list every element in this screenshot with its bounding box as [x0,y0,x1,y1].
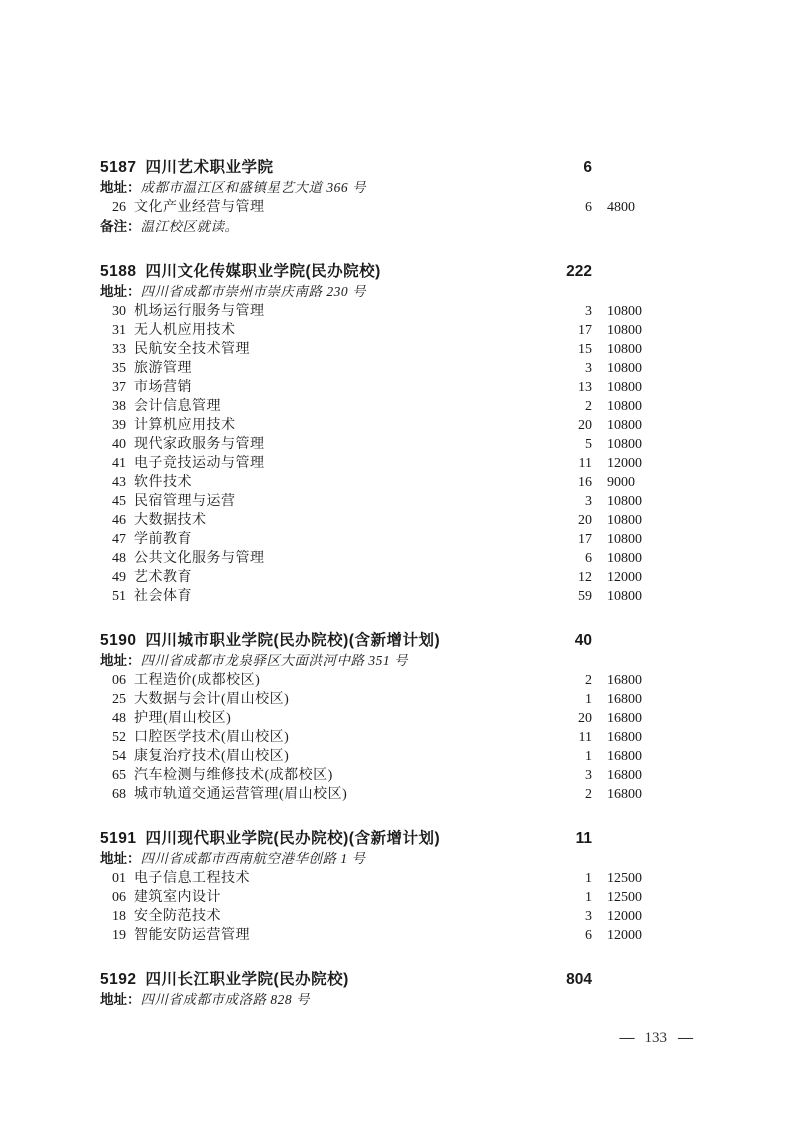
program-name: 软件技术 [134,475,192,490]
program-name: 电子竞技运动与管理 [134,456,265,471]
program-fee: 12500 [607,890,642,905]
program-code: 68 [112,787,126,802]
program-name: 电子信息工程技术 [134,871,250,886]
school-total-count: 222 [566,263,592,280]
program-code: 25 [112,692,126,707]
school-section [100,630,660,804]
program-row [100,568,660,587]
address-label: 地址： [100,284,141,299]
program-name: 社会体育 [134,589,192,604]
school-title [100,969,546,990]
program-row [100,785,660,804]
address-label: 地址： [100,992,141,1007]
program-row [100,888,660,907]
program-name: 旅游管理 [134,361,192,376]
school-remark-line [100,217,660,237]
program-name: 汽车检测与维修技术(成都校区) [134,768,333,783]
program-count: 11 [578,456,592,471]
address-label: 地址： [100,653,141,668]
program-row [100,435,660,454]
program-code: 41 [112,456,126,471]
program-count: 13 [578,380,592,395]
school-address-line [100,651,660,671]
program-row [100,709,660,728]
program-name: 城市轨道交通运营管理(眉山校区) [134,787,348,802]
program-row [100,511,660,530]
program-name: 民宿管理与运营 [134,494,236,509]
program-name: 护理(眉山校区) [134,711,232,726]
program-fee: 10800 [607,399,642,414]
school-address-line [100,282,660,302]
program-code: 45 [112,494,126,509]
program-count: 6 [585,551,592,566]
address-value: 四川省成都市成洛路 828 号 [140,992,310,1007]
program-fee: 10800 [607,304,642,319]
program-count: 20 [578,418,592,433]
program-count: 1 [585,692,592,707]
school-title [100,261,546,282]
school-header [100,630,660,651]
school-title [100,157,546,178]
school-name: 四川长江职业学院(民办院校) [145,971,349,988]
program-row [100,747,660,766]
program-fee: 10800 [607,437,642,452]
program-code: 30 [112,304,126,319]
remark-label: 备注： [100,219,141,234]
program-count: 12 [578,570,592,585]
program-name: 学前教育 [134,532,192,547]
program-count: 3 [585,304,592,319]
program-fee: 16800 [607,692,642,707]
program-fee: 10800 [607,323,642,338]
program-fee: 9000 [607,475,635,490]
program-code: 33 [112,342,126,357]
school-code: 5192 [100,971,137,988]
program-name: 艺术教育 [134,570,192,585]
program-name: 公共文化服务与管理 [134,551,265,566]
program-code: 19 [112,928,126,943]
school-title [100,828,546,849]
program-count: 15 [578,342,592,357]
school-header [100,969,660,990]
program-row [100,359,660,378]
program-code: 48 [112,551,126,566]
program-row [100,416,660,435]
program-count: 2 [585,787,592,802]
program-count: 1 [585,749,592,764]
program-fee: 12000 [607,456,642,471]
program-code: 52 [112,730,126,745]
program-list [100,869,660,945]
program-name: 会计信息管理 [134,399,221,414]
program-count: 6 [585,200,592,215]
program-code: 49 [112,570,126,585]
school-header [100,157,660,178]
program-row [100,321,660,340]
program-code: 65 [112,768,126,783]
program-code: 18 [112,909,126,924]
school-header [100,828,660,849]
program-code: 35 [112,361,126,376]
program-fee: 10800 [607,513,642,528]
program-row [100,397,660,416]
page-number: 133 [644,1030,667,1046]
program-count: 3 [585,768,592,783]
school-section [100,969,660,1010]
address-label: 地址： [100,851,141,866]
program-name: 康复治疗技术(眉山校区) [134,749,290,764]
program-name: 计算机应用技术 [134,418,236,433]
program-code: 39 [112,418,126,433]
program-list [100,671,660,804]
program-fee: 10800 [607,532,642,547]
program-code: 40 [112,437,126,452]
program-count: 11 [578,730,592,745]
program-code: 47 [112,532,126,547]
program-name: 安全防范技术 [134,909,221,924]
program-row [100,907,660,926]
program-fee: 16800 [607,749,642,764]
program-fee: 16800 [607,711,642,726]
program-fee: 4800 [607,200,635,215]
remark-value: 温江校区就读。 [140,219,239,234]
school-code: 5188 [100,263,137,280]
program-row [100,302,660,321]
program-row [100,549,660,568]
program-count: 2 [585,673,592,688]
program-count: 20 [578,711,592,726]
school-total-count: 11 [575,830,592,847]
program-count: 1 [585,890,592,905]
program-row [100,671,660,690]
program-name: 智能安防运营管理 [134,928,250,943]
program-code: 01 [112,871,126,886]
program-fee: 10800 [607,418,642,433]
school-name: 四川文化传媒职业学院(民办院校) [145,263,381,280]
program-name: 无人机应用技术 [134,323,236,338]
program-name: 建筑室内设计 [134,890,221,905]
program-count: 17 [578,323,592,338]
program-code: 43 [112,475,126,490]
program-row [100,530,660,549]
program-count: 1 [585,871,592,886]
program-fee: 16800 [607,730,642,745]
program-name: 文化产业经营与管理 [134,200,265,215]
program-name: 民航安全技术管理 [134,342,250,357]
program-fee: 10800 [607,589,642,604]
school-section [100,828,660,945]
address-value: 四川省成都市西南航空港华创路 1 号 [140,851,366,866]
program-code: 46 [112,513,126,528]
program-count: 20 [578,513,592,528]
school-code: 5190 [100,632,137,649]
program-count: 17 [578,532,592,547]
program-row [100,766,660,785]
school-section [100,157,660,237]
school-total-count: 40 [574,632,592,649]
program-code: 06 [112,673,126,688]
program-count: 59 [578,589,592,604]
program-count: 3 [585,494,592,509]
school-name: 四川艺术职业学院 [145,159,274,176]
program-name: 大数据技术 [134,513,207,528]
program-fee: 12500 [607,871,642,886]
program-code: 37 [112,380,126,395]
program-list [100,302,660,606]
footer-right-dash: — [678,1030,692,1046]
program-code: 31 [112,323,126,338]
program-row [100,728,660,747]
program-code: 06 [112,890,126,905]
school-total-count: 804 [566,971,592,988]
program-count: 3 [585,909,592,924]
program-fee: 16800 [607,673,642,688]
program-row [100,198,660,217]
school-address-line [100,849,660,869]
program-row [100,378,660,397]
page-number-footer [620,1030,693,1047]
program-row [100,473,660,492]
program-fee: 12000 [607,570,642,585]
program-name: 口腔医学技术(眉山校区) [134,730,290,745]
program-fee: 10800 [607,494,642,509]
address-label: 地址： [100,180,141,195]
school-header [100,261,660,282]
program-fee: 10800 [607,551,642,566]
document-body [100,157,660,1034]
school-section [100,261,660,606]
school-name: 四川现代职业学院(民办院校)(含新增计划) [145,830,441,847]
program-fee: 12000 [607,909,642,924]
program-code: 26 [112,200,126,215]
school-total-count: 6 [583,159,592,176]
program-code: 54 [112,749,126,764]
footer-left-dash: — [619,1030,634,1046]
program-row [100,454,660,473]
address-value: 四川省成都市龙泉驿区大面洪河中路 351 号 [140,653,408,668]
address-value: 四川省成都市崇州市崇庆南路 230 号 [140,284,366,299]
program-row [100,340,660,359]
program-list [100,198,660,217]
program-fee: 16800 [607,768,642,783]
program-name: 工程造价(成都校区) [134,673,261,688]
program-count: 6 [585,928,592,943]
program-code: 38 [112,399,126,414]
program-code: 51 [112,589,126,604]
school-name: 四川城市职业学院(民办院校)(含新增计划) [145,632,441,649]
program-name: 现代家政服务与管理 [134,437,265,452]
school-address-line [100,178,660,198]
program-count: 16 [578,475,592,490]
program-fee: 12000 [607,928,642,943]
program-name: 市场营销 [134,380,192,395]
program-row [100,690,660,709]
program-count: 5 [585,437,592,452]
school-address-line [100,990,660,1010]
school-code: 5191 [100,830,137,847]
program-count: 3 [585,361,592,376]
school-title [100,630,546,651]
program-row [100,926,660,945]
program-name: 大数据与会计(眉山校区) [134,692,290,707]
program-count: 2 [585,399,592,414]
program-fee: 16800 [607,787,642,802]
school-code: 5187 [100,159,137,176]
program-row [100,587,660,606]
program-name: 机场运行服务与管理 [134,304,265,319]
program-code: 48 [112,711,126,726]
address-value: 成都市温江区和盛镇星艺大道 366 号 [140,180,366,195]
program-fee: 10800 [607,380,642,395]
program-row [100,869,660,888]
program-fee: 10800 [607,361,642,376]
program-row [100,492,660,511]
program-fee: 10800 [607,342,642,357]
